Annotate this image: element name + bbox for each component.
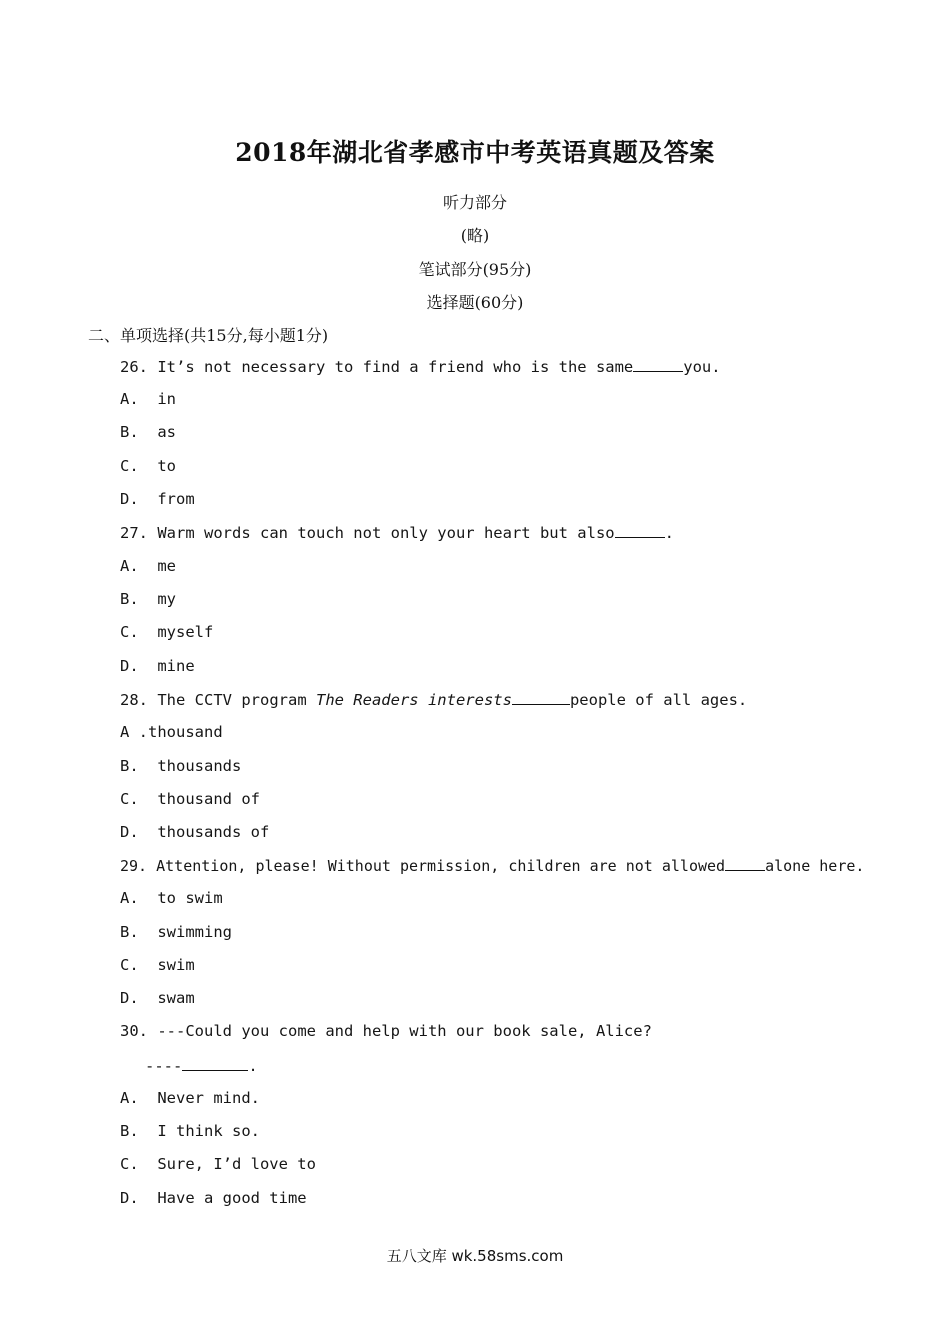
omitted-note: (略) <box>460 226 490 245</box>
question-number: 28. <box>120 691 148 709</box>
listening-heading: 听力部分 <box>442 193 507 212</box>
question-number: 26. <box>120 358 148 376</box>
option: C. swim <box>120 956 195 974</box>
option: A. Never mind. <box>120 1089 260 1107</box>
question-number: 30. <box>120 1022 148 1040</box>
answer-blank <box>182 1056 248 1071</box>
option: C. myself <box>120 623 214 641</box>
option: A .thousand <box>120 723 223 741</box>
option: A. in <box>120 390 176 408</box>
question-text: It’s not necessary to find a friend who is the same <box>157 358 634 376</box>
option: D. swam <box>120 989 195 1007</box>
question-text-end: . <box>248 1057 258 1075</box>
footer-watermark: 五八文库 wk.58sms.com <box>386 1247 564 1265</box>
question-27 <box>120 523 674 542</box>
question-28 <box>120 690 747 709</box>
question-26 <box>120 357 721 376</box>
question-text-end: . <box>664 524 674 542</box>
answer-blank <box>512 690 570 705</box>
option: C. to <box>120 457 176 475</box>
question-text-end: people of all ages. <box>569 691 748 709</box>
question-29 <box>120 856 864 875</box>
dialogue-dash: ---- <box>145 1057 183 1075</box>
question-text: ---Could you come and help with our book sale, Alice? <box>157 1022 652 1040</box>
question-text-end: alone here. <box>765 857 865 875</box>
choice-heading: 选择题(60分) <box>426 293 524 312</box>
option: A. to swim <box>120 889 223 907</box>
option: B. my <box>120 590 176 608</box>
option: D. thousands of <box>120 823 270 841</box>
page-title: 2018年湖北省孝感市中考英语真题及答案 <box>235 138 715 167</box>
option: C. thousand of <box>120 790 260 808</box>
question-30-reply <box>145 1056 258 1075</box>
option: D. from <box>120 490 195 508</box>
program-title: The Readers interests <box>315 691 512 709</box>
section-heading: 二、单项选择(共15分,每小题1分) <box>88 326 329 345</box>
answer-blank <box>633 357 683 372</box>
option: D. mine <box>120 657 195 675</box>
option: A. me <box>120 557 176 575</box>
answer-blank <box>725 856 765 871</box>
question-text: The CCTV program <box>157 691 316 709</box>
question-text: Warm words can touch not only your heart but also <box>157 524 615 542</box>
question-text-end: you. <box>683 358 721 376</box>
option: B. swimming <box>120 923 232 941</box>
answer-blank <box>615 523 665 538</box>
question-number: 27. <box>120 524 148 542</box>
question-text: Attention, please! Without permission, children are not allowed <box>156 857 726 875</box>
option: C. Sure, I’d love to <box>120 1155 316 1173</box>
question-30 <box>120 1022 652 1040</box>
option: B. I think so. <box>120 1122 260 1140</box>
question-number: 29. <box>120 857 148 875</box>
option: B. thousands <box>120 757 242 775</box>
written-heading: 笔试部分(95分) <box>418 260 532 279</box>
option: D. Have a good time <box>120 1189 307 1207</box>
option: B. as <box>120 423 176 441</box>
